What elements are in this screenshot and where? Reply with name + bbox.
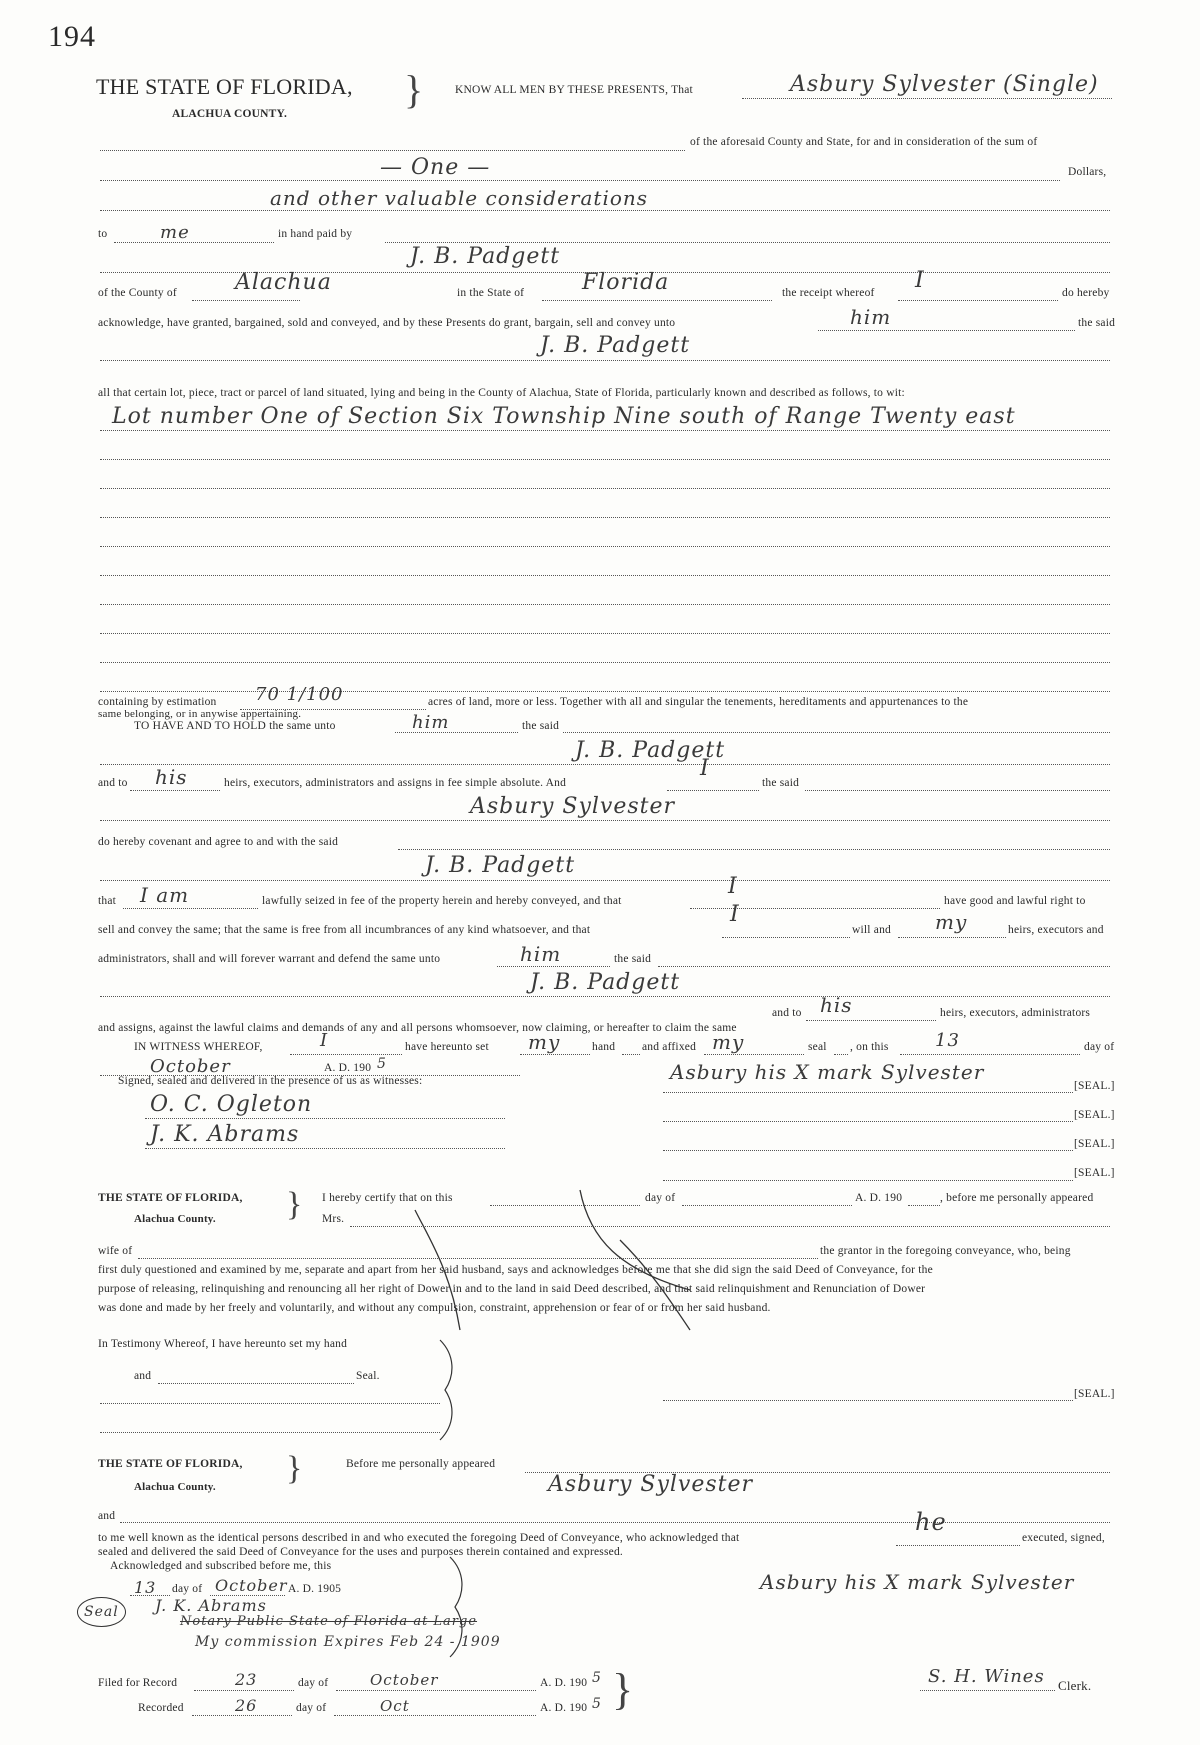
- grantor-handwritten: Asbury Sylvester (Single): [790, 72, 1099, 97]
- state-heading: THE STATE OF FLORIDA,: [96, 74, 353, 99]
- the-said-text: the said: [614, 953, 652, 965]
- notary-signature: J. K. Abrams: [155, 1596, 267, 1615]
- fill-line: [100, 360, 1110, 361]
- day-of-text: day of: [172, 1583, 203, 1595]
- county-handwritten: Alachua: [235, 270, 332, 295]
- witness-signature-2: J. K. Abrams: [150, 1122, 300, 1147]
- signature-line: [663, 1400, 1073, 1401]
- dower-paragraph: purpose of releasing, relinquishing and renouncing all her right of Dower in and to the land in said Deed described, and that said relinquishment and Renunciation of Dower: [98, 1283, 926, 1295]
- recorded-year-handwritten: 5: [592, 1696, 602, 1712]
- amount-handwritten: — One —: [380, 155, 491, 180]
- my-handwritten: my: [712, 1030, 745, 1054]
- fill-line: [100, 546, 1110, 547]
- fill-line: [100, 488, 1110, 489]
- fill-line: [100, 764, 1110, 765]
- fill-line: [742, 98, 1112, 99]
- of-county-text: of the County of: [98, 287, 177, 299]
- fill-line: [667, 790, 759, 791]
- fill-line: [158, 1383, 354, 1384]
- fill-line: [898, 937, 1006, 938]
- to-me-text: to me well known as the identical persons described in and who executed the foregoing Deed of Conveyance, who acknowledged that: [98, 1532, 740, 1544]
- fill-line: [334, 1715, 536, 1716]
- fill-line: [100, 575, 1110, 576]
- have-handwritten: him: [412, 712, 450, 733]
- filed-month-handwritten: October: [370, 1671, 439, 1689]
- and-to-text: and to: [772, 1007, 802, 1019]
- before-text: , before me personally appeared: [940, 1192, 1094, 1204]
- grantor-foregoing-text: the grantor in the foregoing conveyance, who, being: [820, 1245, 1071, 1257]
- fill-line: [497, 966, 610, 967]
- grantee-handwritten: J. B. Padgett: [540, 333, 691, 358]
- the-said-text: the said: [522, 720, 560, 732]
- fill-line: [100, 459, 1110, 460]
- his-handwritten: his: [820, 993, 853, 1017]
- fill-line: [114, 242, 274, 243]
- and-text: and: [98, 1510, 116, 1522]
- bracket: [435, 1335, 465, 1445]
- seal-label: [SEAL.]: [1074, 1080, 1115, 1092]
- executed-text: executed, signed,: [1022, 1532, 1105, 1544]
- fill-line: [900, 1054, 1080, 1055]
- brace: }: [404, 67, 424, 112]
- witness-line: [145, 1118, 505, 1119]
- filed-day-handwritten: 23: [235, 1670, 258, 1689]
- dower-county: Alachua County.: [134, 1213, 216, 1225]
- fill-line: [805, 790, 1110, 791]
- in-witness-text: IN WITNESS WHEREOF,: [134, 1041, 263, 1053]
- fill-line: [563, 732, 1110, 733]
- fill-line: [120, 1522, 1110, 1523]
- fill-line: [290, 1054, 402, 1055]
- same-belonging-text: same belonging, or in anywise appertaining.: [98, 708, 302, 720]
- filed-for-text: Filed for Record: [98, 1677, 178, 1689]
- acres-handwritten: 70 1/100: [255, 684, 344, 705]
- fill-line: [896, 1545, 1020, 1546]
- fill-line: [100, 633, 1110, 634]
- ack-county: Alachua County.: [134, 1481, 216, 1493]
- county-heading: ALACHUA COUNTY.: [172, 108, 288, 120]
- fill-line: [920, 1690, 1055, 1691]
- grantor-handwritten: Asbury Sylvester: [470, 794, 676, 819]
- fill-line: [690, 908, 940, 909]
- aforesaid-text: of the aforesaid County and State, for and in consideration of the sum of: [690, 136, 1038, 148]
- day-of-text: day of: [298, 1677, 329, 1689]
- fill-line: [834, 1054, 848, 1055]
- fill-line: [806, 1020, 936, 1021]
- grantor-signature: Asbury his X mark Sylvester: [670, 1060, 985, 1084]
- ad-text: A. D. 190: [855, 1192, 903, 1204]
- testimony-text: In Testimony Whereof, I have hereunto set my hand: [98, 1338, 348, 1350]
- fill-line: [898, 300, 1058, 301]
- state-handwritten: Florida: [582, 270, 670, 295]
- fill-line: [658, 966, 1110, 967]
- recorded-month-handwritten: Oct: [380, 1697, 410, 1715]
- dollars-text: Dollars,: [1068, 166, 1107, 178]
- fill-line: [100, 210, 1110, 211]
- fill-line: [722, 937, 850, 938]
- clerk-signature: S. H. Wines: [928, 1666, 1045, 1687]
- fill-line: [192, 300, 300, 301]
- my-handwritten: my: [528, 1030, 561, 1054]
- i-am-handwritten: I am: [140, 883, 190, 907]
- fill-line: [622, 1054, 640, 1055]
- bracket: [445, 1552, 475, 1662]
- day-handwritten: 13: [134, 1578, 157, 1597]
- ack-state: THE STATE OF FLORIDA,: [98, 1458, 243, 1470]
- recorded-text: Recorded: [138, 1702, 184, 1714]
- do-hereby-text: do hereby: [1062, 287, 1110, 299]
- day-of-text: day of: [645, 1192, 676, 1204]
- notary-seal: Seal: [77, 1597, 126, 1627]
- month-handwritten: October: [150, 1056, 231, 1077]
- seal-text: seal: [808, 1041, 827, 1053]
- fill-line: [100, 662, 1110, 663]
- fill-line: [194, 1690, 294, 1691]
- lawfully-text: lawfully seized in fee of the property herein and hereby conveyed, and that: [262, 895, 622, 907]
- signed-text: Signed, sealed and delivered in the presence of us as witnesses:: [118, 1075, 423, 1087]
- acknowledge-text: acknowledge, have granted, bargained, sold and conveyed, and by these Presents do grant, bargain, sell and convey unto: [98, 317, 676, 329]
- and-assigns-text: and assigns, against the lawful claims and demands of any and all persons whomsoever, now claiming, or hereafter to claim the same: [98, 1022, 737, 1034]
- ad-text: A. D. 190: [540, 1702, 588, 1714]
- that-text: that: [98, 895, 117, 907]
- the-said-text: the said: [762, 777, 800, 789]
- receipt-handwritten: I: [915, 268, 925, 293]
- fill-line: [398, 849, 1110, 850]
- fill-line: [100, 820, 1110, 821]
- fill-line: [100, 996, 1110, 997]
- seal-label: [SEAL.]: [1074, 1388, 1115, 1400]
- fill-line: [100, 1432, 440, 1433]
- brace: }: [286, 1186, 303, 1223]
- and-handwritten: I: [700, 756, 710, 781]
- fill-line: [100, 1403, 440, 1404]
- he-handwritten: he: [915, 1508, 947, 1536]
- heirs-text: heirs, executors, administrators and assigns in fee simple absolute. And: [224, 777, 567, 789]
- notary-title-handwritten: Notary Public State of Florida at Large: [180, 1614, 478, 1629]
- day-of-text: day of: [296, 1702, 327, 1714]
- fill-line: [336, 1690, 536, 1691]
- year-handwritten: 5: [377, 1056, 387, 1072]
- before-text: Before me personally appeared: [346, 1458, 496, 1470]
- acknowledger-signature: Asbury his X mark Sylvester: [760, 1570, 1075, 1594]
- dower-paragraph: was done and made by her freely and voluntarily, and without any compulsion, constraint, apprehension or fear of or from her said husband.: [98, 1302, 771, 1314]
- my-handwritten: my: [935, 910, 968, 934]
- day-of-text: day of: [1084, 1041, 1115, 1053]
- on-this-text: , on this: [850, 1041, 889, 1053]
- him-handwritten: him: [520, 942, 562, 966]
- sealed-text: sealed and delivered the said Deed of Conveyance for the uses and purposes therein contained and expressed.: [98, 1546, 623, 1558]
- grantee-handwritten: J. B. Padgett: [410, 244, 561, 269]
- grantee-handwritten: J. B. Padgett: [575, 738, 726, 763]
- heirs-exec-text: heirs, executors and: [1008, 924, 1104, 936]
- the-said-text: the said: [1078, 317, 1116, 329]
- appeared-name-handwritten: Asbury Sylvester: [548, 1472, 754, 1497]
- fill-line: [704, 1054, 804, 1055]
- witness-line: [145, 1148, 505, 1149]
- signature-line: [663, 1150, 1073, 1151]
- i-handwritten: I: [728, 874, 738, 899]
- brace: }: [286, 1450, 303, 1487]
- consideration-handwritten: and other valuable considerations: [270, 186, 649, 210]
- grantee-handwritten: J. B. Padgett: [425, 853, 576, 878]
- day-handwritten: 13: [935, 1030, 960, 1051]
- signature-line: [663, 1180, 1073, 1181]
- fill-line: [818, 330, 1075, 331]
- acres-text: acres of land, more or less. Together with all and singular the tenements, hereditaments and appurtenances to the: [428, 696, 969, 708]
- strike-through-marks: [390, 1180, 720, 1340]
- fill-line: [100, 150, 685, 151]
- seal-label: [SEAL.]: [1074, 1109, 1115, 1121]
- have-good-text: have good and lawful right to: [944, 895, 1086, 907]
- signature-line: [663, 1121, 1073, 1122]
- will-and-text: will and: [852, 924, 891, 936]
- witness-signature-1: O. C. Ogleton: [150, 1092, 313, 1117]
- have-hereunto-text: have hereunto set: [405, 1041, 489, 1053]
- all-that-text: all that certain lot, piece, tract or parcel of land situated, lying and being in the County of Alachua, State of Florida, particularly known and described as follows, to wit:: [98, 387, 905, 399]
- fill-line: [100, 691, 1110, 692]
- ack-subscribed-text: Acknowledged and subscribed before me, this: [110, 1560, 332, 1572]
- wife-of-text: wife of: [98, 1245, 133, 1257]
- to-have-text: TO HAVE AND TO HOLD the same unto: [134, 720, 336, 732]
- page-number: 194: [48, 20, 96, 53]
- administrators-text: administrators, shall and will forever warrant and defend the same unto: [98, 953, 441, 965]
- ad-text: A. D. 1905: [288, 1583, 342, 1595]
- to-handwritten: me: [160, 222, 190, 243]
- dower-state: THE STATE OF FLORIDA,: [98, 1192, 243, 1204]
- brace: }: [612, 1665, 634, 1714]
- fill-line: [100, 180, 1060, 181]
- fill-line: [192, 1715, 292, 1716]
- seal-label: [SEAL.]: [1074, 1138, 1115, 1150]
- ad-text: A. D. 190: [540, 1677, 588, 1689]
- commission-handwritten: My commission Expires Feb 24 - 1909: [195, 1634, 501, 1650]
- mrs-text: Mrs.: [322, 1213, 345, 1225]
- know-all-text: KNOW ALL MEN BY THESE PRESENTS, That: [455, 84, 693, 96]
- recorded-day-handwritten: 26: [235, 1696, 258, 1715]
- heirs-exec-text: heirs, executors, administrators: [940, 1007, 1091, 1019]
- month-handwritten: October: [215, 1576, 288, 1595]
- grantee-handwritten: J. B. Padgett: [530, 970, 681, 995]
- fill-line: [100, 880, 1110, 881]
- certify-text: I hereby certify that on this: [322, 1192, 453, 1204]
- seal-text: Seal.: [356, 1370, 380, 1382]
- filed-year-handwritten: 5: [592, 1670, 602, 1686]
- affixed-text: and affixed: [642, 1041, 697, 1053]
- seal-label: [SEAL.]: [1074, 1167, 1115, 1179]
- fill-line: [542, 300, 772, 301]
- in-state-text: in the State of: [457, 287, 525, 299]
- and-to-text: and to: [98, 777, 128, 789]
- dower-paragraph: first duly questioned and examined by me, separate and apart from her said husband, says and acknowledges before me that she did sign the said Deed of Conveyance, for the: [98, 1264, 933, 1276]
- fill-line: [385, 242, 1110, 243]
- containing-text: containing by estimation: [98, 696, 217, 708]
- fill-line: [100, 517, 1110, 518]
- hand-text: hand: [592, 1041, 616, 1053]
- fill-line: [130, 790, 220, 791]
- i-handwritten: I: [320, 1030, 329, 1051]
- fill-line: [100, 604, 1110, 605]
- receipt-text: the receipt whereof: [782, 287, 875, 299]
- fill-line: [100, 430, 1110, 431]
- fill-line: [520, 1054, 590, 1055]
- signature-line: [663, 1092, 1073, 1093]
- ad-text: A. D. 190: [324, 1062, 372, 1074]
- to-text: to: [98, 228, 108, 240]
- unto-handwritten: him: [850, 305, 892, 329]
- clerk-text: Clerk.: [1058, 1678, 1092, 1693]
- covenant-text: do hereby covenant and agree to and with the said: [98, 836, 339, 848]
- land-description-handwritten: Lot number One of Section Six Township Nine south of Range Twenty east: [112, 404, 1016, 429]
- in-hand-text: in hand paid by: [278, 228, 353, 240]
- his-handwritten: his: [155, 765, 188, 789]
- and-text: and: [134, 1370, 152, 1382]
- fill-line: [123, 908, 258, 909]
- i-handwritten: I: [730, 902, 740, 927]
- fill-line: [908, 1205, 940, 1206]
- sell-convey-text: sell and convey the same; that the same is free from all incumbrances of any kind whatsoever, and that: [98, 924, 591, 936]
